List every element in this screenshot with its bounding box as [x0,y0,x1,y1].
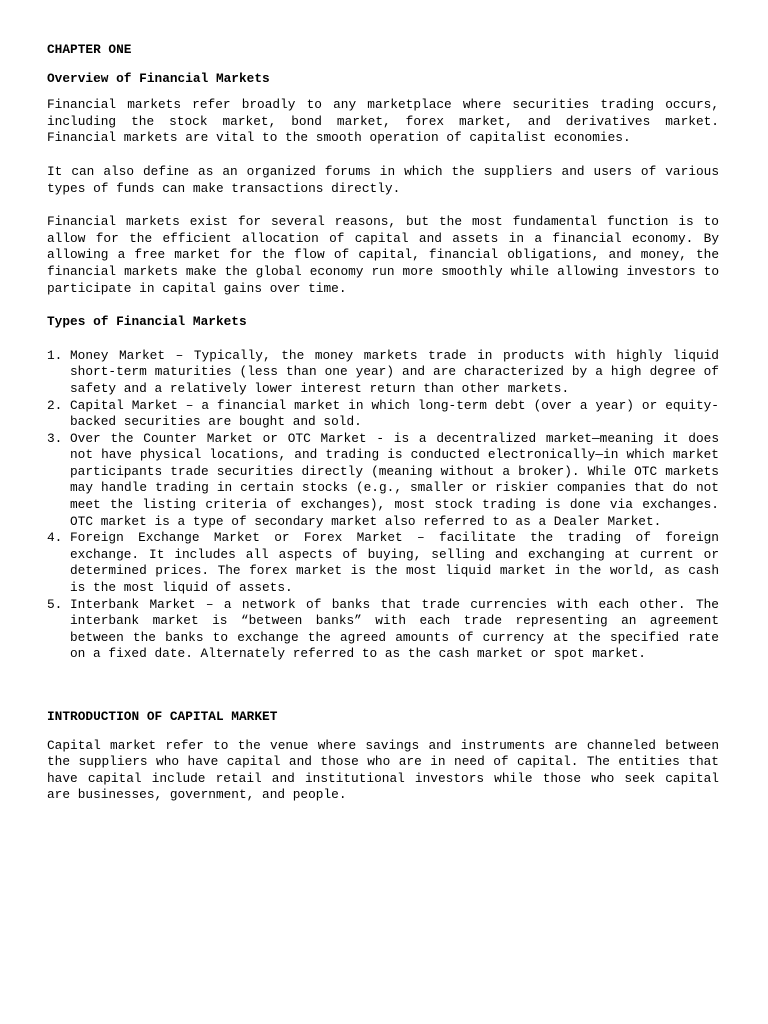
types-heading: Types of Financial Markets [47,314,247,330]
overview-heading: Overview of Financial Markets [47,70,270,86]
overview-paragraph-3: Financial markets exist for several reasons, but the most fundamental function is to allow for the efficient allocation of capital and assets in a financial economy. By allowing a free market for the flow of capital, financial obligations, and money, the financial markets make the global economy run more smoothly while allowing investors to participate in capital gains over time. [47,214,719,296]
overview-paragraph-1: Financial markets refer broadly to any marketplace where securities trading occurs, including the stock market, bond market, forex market, and derivatives market. Financial markets are vital to the smooth operation of capitalist economies. [47,97,719,146]
list-item [47,597,719,663]
list-item-number: 4. [47,530,63,546]
list-item-number: 3. [47,430,63,446]
list-item-number: 1. [47,347,63,363]
types-list [47,348,719,663]
intro-heading: INTRODUCTION OF CAPITAL MARKET [47,709,278,724]
list-item [47,530,719,596]
chapter-heading: CHAPTER ONE [47,42,132,57]
list-item-text: Interbank Market – a network of banks that trade currencies with each other. The interbank market is “between banks” with each trade representing an agreement between the banks to exchange the agreed amounts of currency at the specified rate on a fixed date. Alternately referred to as the cash market or spot market. [70,596,719,662]
list-item-number: 2. [47,397,63,413]
list-item [47,431,719,531]
list-item-text: Over the Counter Market or OTC Market - is a decentralized market—meaning it does not have physical locations, and trading is conducted electronically—in which market participants trade securities directly (meaning without a broker). While OTC markets may handle trading in certain stocks (e.g., smaller or riskier companies that do not meet the listing criteria of exchanges), most stock trading is done via exchanges. OTC market is a type of secondary market also referred to as a Dealer Market. [70,430,719,529]
list-item [47,398,719,431]
document-page [47,42,719,821]
intro-paragraph: Capital market refer to the venue where savings and instruments are channeled between the suppliers who have capital and those who are in need of capital. The entities that have capital include retail and institutional investors while those who seek capital are businesses, government, and people. [47,737,719,803]
overview-paragraph-2: It can also define as an organized forums in which the suppliers and users of various types of funds can make transactions directly. [47,163,719,196]
list-item-text: Money Market – Typically, the money markets trade in products with highly liquid short-term maturities (less than one year) and are characterized by a high degree of safety and a relatively lower interest return than other markets. [70,347,719,396]
list-item-text: Capital Market – a financial market in which long-term debt (over a year) or equity-backed securities are bought and sold. [70,397,719,430]
list-item-number: 5. [47,596,63,612]
list-item [47,348,719,398]
list-item-text: Foreign Exchange Market or Forex Market – facilitate the trading of foreign exchange. It includes all aspects of buying, selling and exchanging at current or determined prices. The forex market is the most liquid market in the world, as cash is the most liquid of assets. [70,530,719,596]
